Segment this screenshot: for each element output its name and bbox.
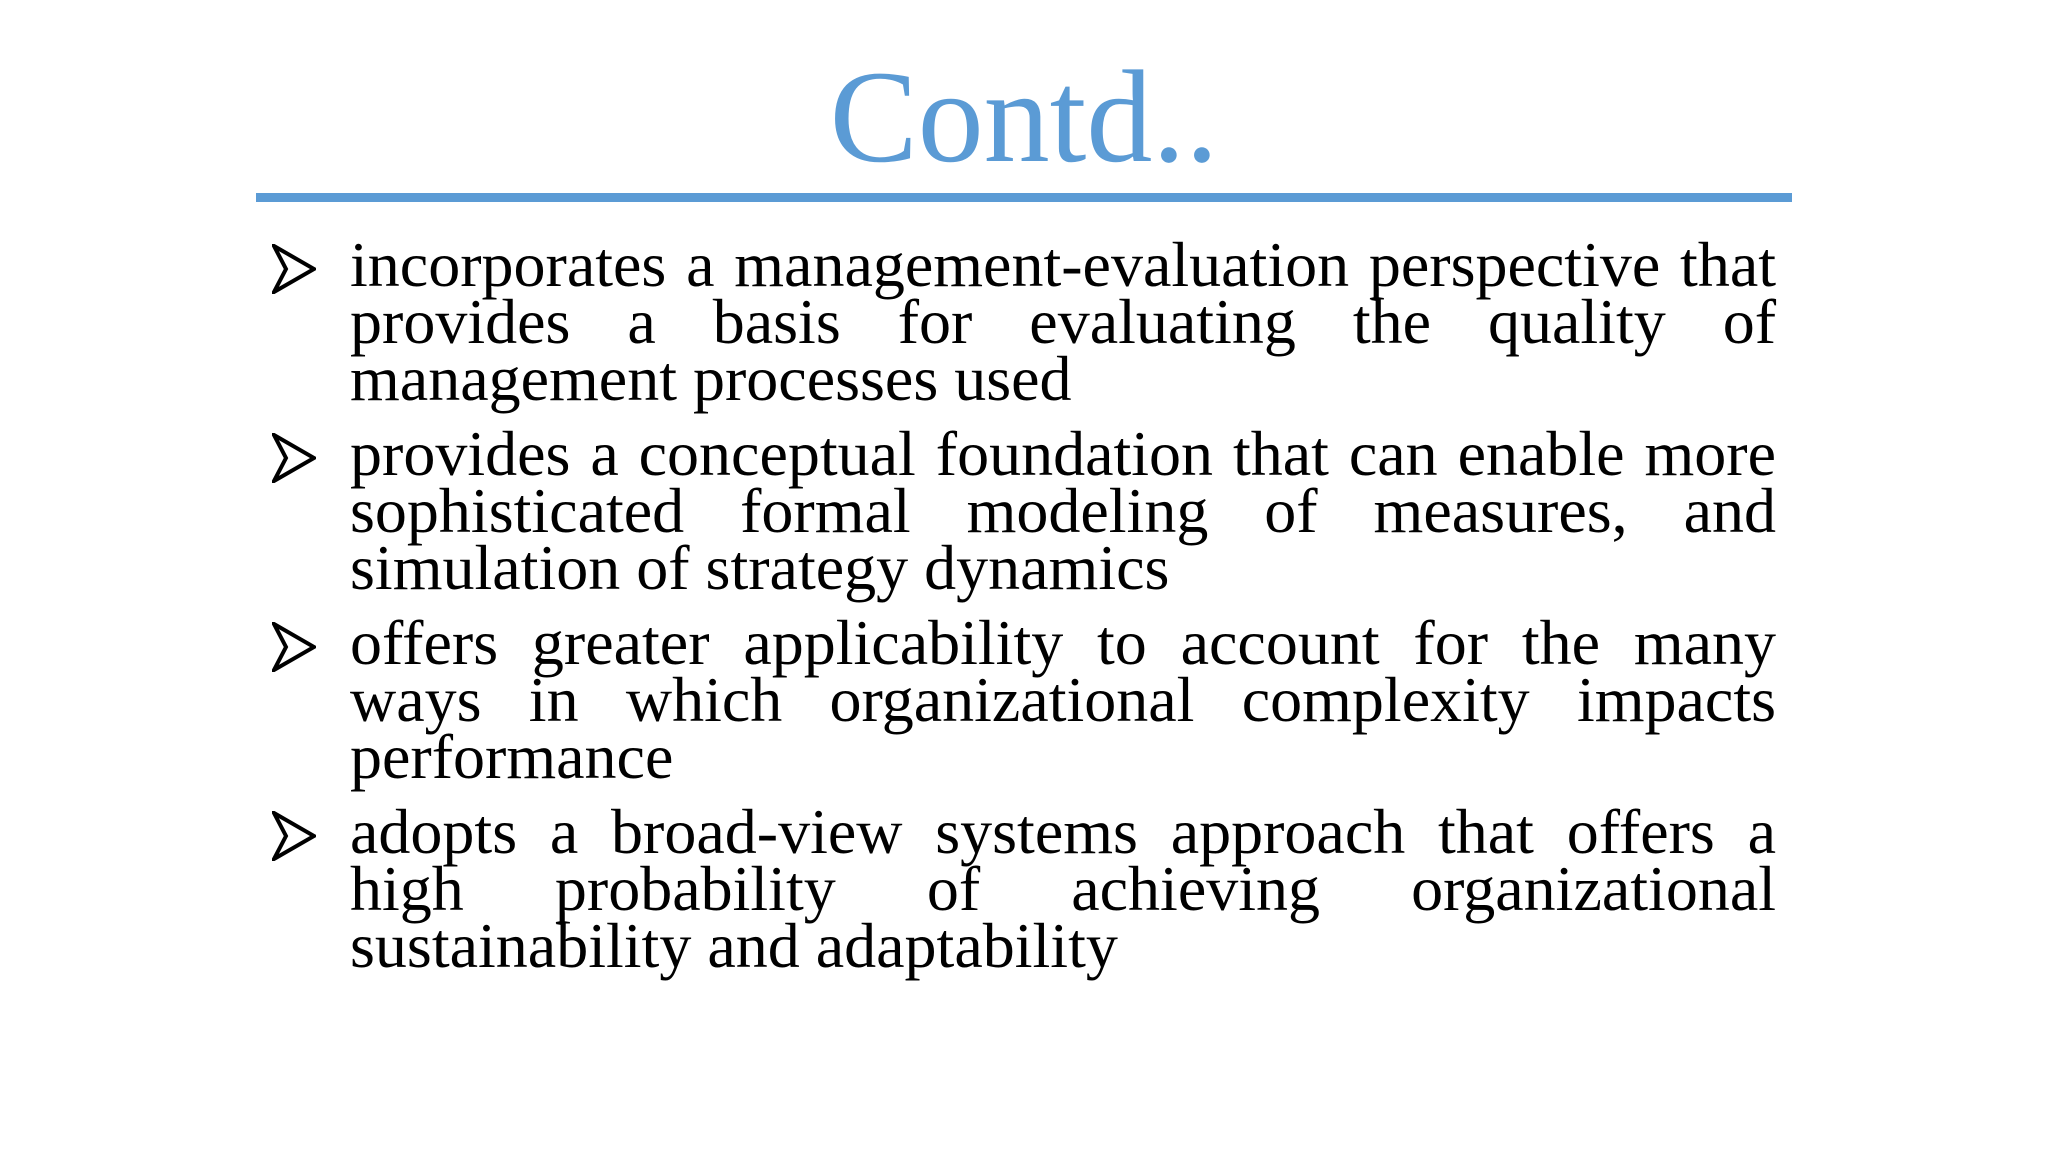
list-item — [272, 796, 1776, 981]
bullet-text: incorporates a management-evaluation perspective that provides a basis for evaluating the quality of management processes used — [350, 229, 1776, 414]
title-underline — [256, 193, 1792, 202]
bullet-list — [272, 229, 1776, 992]
list-item — [272, 607, 1776, 792]
bullet-text: offers greater applicability to account for the many ways in which organizational complexity impacts performance — [350, 607, 1776, 792]
list-item — [272, 418, 1776, 603]
bullet-text: adopts a broad-view systems approach that offers a high probability of achieving organizational sustainability and adaptability — [350, 796, 1776, 981]
arrowhead-bullet-icon — [272, 433, 316, 483]
slide-title: Contd.. — [829, 43, 1219, 190]
bullet-text: provides a conceptual foundation that can enable more sophisticated formal modeling of measures, and simulation of strategy dynamics — [350, 418, 1776, 603]
list-item — [272, 229, 1776, 414]
arrowhead-bullet-icon — [272, 811, 316, 861]
arrowhead-bullet-icon — [272, 244, 316, 294]
arrowhead-bullet-icon — [272, 622, 316, 672]
